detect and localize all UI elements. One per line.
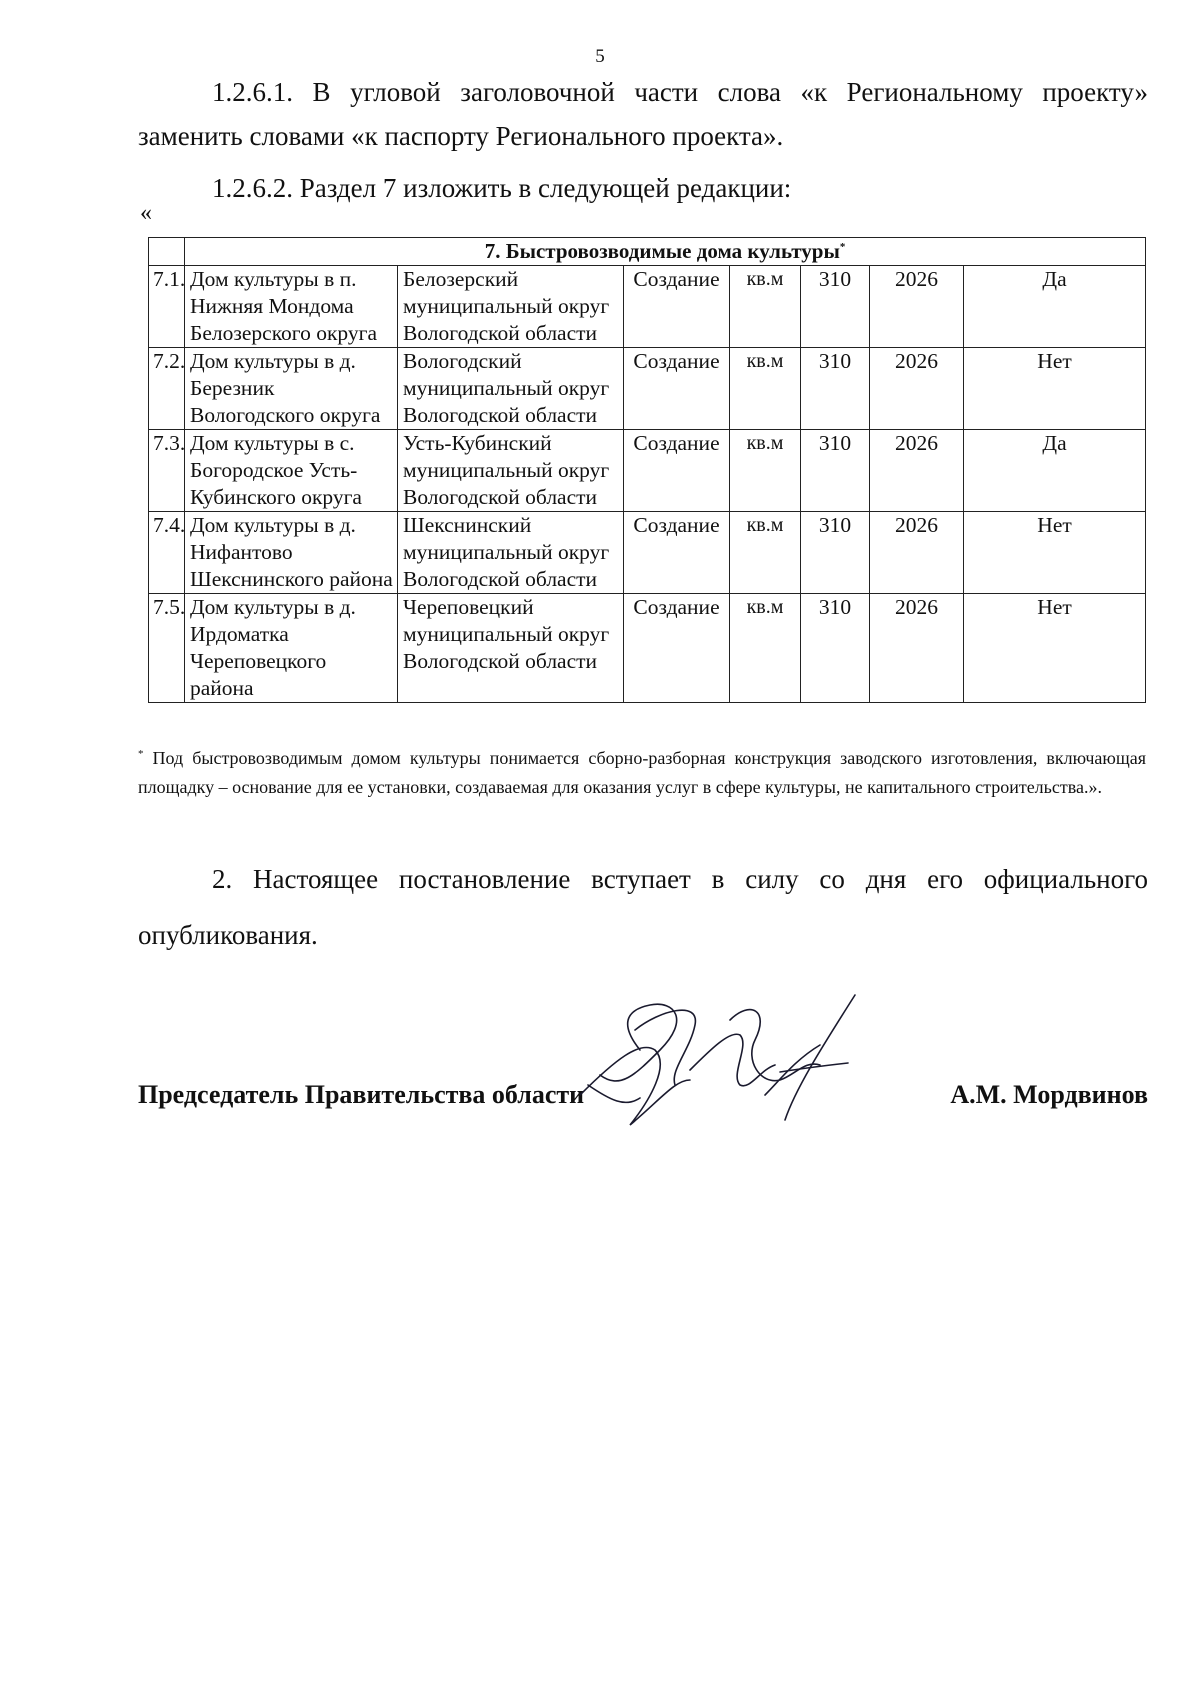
cell-action: Создание [624,512,730,594]
cell-action: Создание [624,266,730,348]
paragraph-1-2-6-2: 1.2.6.2. Раздел 7 изложить в следующей редакции: [212,173,792,203]
footnote [138,744,1146,802]
cell-row-number: 7.2. [149,348,185,430]
table-row [149,266,1146,348]
table-corner-cell [149,238,185,266]
cell-row-number: 7.1. [149,266,185,348]
cell-area-value: 310 [801,594,870,703]
cell-year: 2026 [870,430,964,512]
footnote-text: Под быстровозводимым домом культуры понимается сборно-разборная конструкция заводского изготовления, включающая площадку – основание для ее установки, создаваемая для оказания услуг в сфере культуры, не капитального строительства.». [138,748,1146,797]
table-section-header-row [149,238,1146,266]
paragraph-1-2-6-1: 1.2.6.1. В угловой заголовочной части слова «к Региональному проекту» заменить словами «к паспорту Регионального проекта». [138,77,1148,151]
cell-year: 2026 [870,348,964,430]
cell-municipality: Усть-Кубинский муниципальный округ Вологодской области [398,430,624,512]
cell-unit: кв.м [730,266,801,348]
cell-municipality: Белозерский муниципальный округ Вологодской области [398,266,624,348]
cell-object-name: Дом культуры в п. Нижняя Мондома Белозерского округа [185,266,398,348]
table-section-title [185,238,1146,266]
cell-flag: Нет [964,348,1146,430]
cell-unit: кв.м [730,594,801,703]
section-title-text: 7. Быстровозводимые дома культуры [484,239,840,263]
footnote-mark: * [138,748,144,760]
cell-action: Создание [624,430,730,512]
cell-municipality: Череповецкий муниципальный округ Вологодской области [398,594,624,703]
cell-action: Создание [624,594,730,703]
cell-row-number: 7.4. [149,512,185,594]
paragraph-2: 2. Настоящее постановление вступает в силу со дня его официального опубликования. [138,864,1148,950]
cell-object-name: Дом культуры в д. Нифантово Шекснинского района [185,512,398,594]
cell-area-value: 310 [801,348,870,430]
table-row [149,348,1146,430]
cell-municipality: Шекснинский муниципальный округ Вологодской области [398,512,624,594]
cell-area-value: 310 [801,266,870,348]
table-row [149,512,1146,594]
page-number: 5 [595,46,605,67]
cell-unit: кв.м [730,430,801,512]
cell-object-name: Дом культуры в с. Богородское Усть-Кубинского округа [185,430,398,512]
cell-row-number: 7.5. [149,594,185,703]
cell-unit: кв.м [730,512,801,594]
section-7-table [148,237,1146,703]
section-footnote-mark: * [839,241,846,253]
table-row [149,430,1146,512]
cell-object-name: Дом культуры в д. Березник Вологодского округа [185,348,398,430]
cell-flag: Да [964,430,1146,512]
cell-flag: Да [964,266,1146,348]
cell-area-value: 310 [801,512,870,594]
cell-year: 2026 [870,594,964,703]
cell-action: Создание [624,348,730,430]
signatory-name: А.М. Мордвинов [950,1080,1148,1109]
cell-unit: кв.м [730,348,801,430]
cell-area-value: 310 [801,430,870,512]
cell-flag: Нет [964,512,1146,594]
cell-row-number: 7.3. [149,430,185,512]
signatory-position: Председатель Правительства области [138,1080,585,1109]
opening-quote-mark: « [140,200,152,226]
handwritten-signature [580,990,880,1130]
cell-year: 2026 [870,266,964,348]
cell-year: 2026 [870,512,964,594]
cell-object-name: Дом культуры в д. Ирдоматка Череповецкого района [185,594,398,703]
cell-flag: Нет [964,594,1146,703]
cell-municipality: Вологодский муниципальный округ Вологодской области [398,348,624,430]
table-row [149,594,1146,703]
